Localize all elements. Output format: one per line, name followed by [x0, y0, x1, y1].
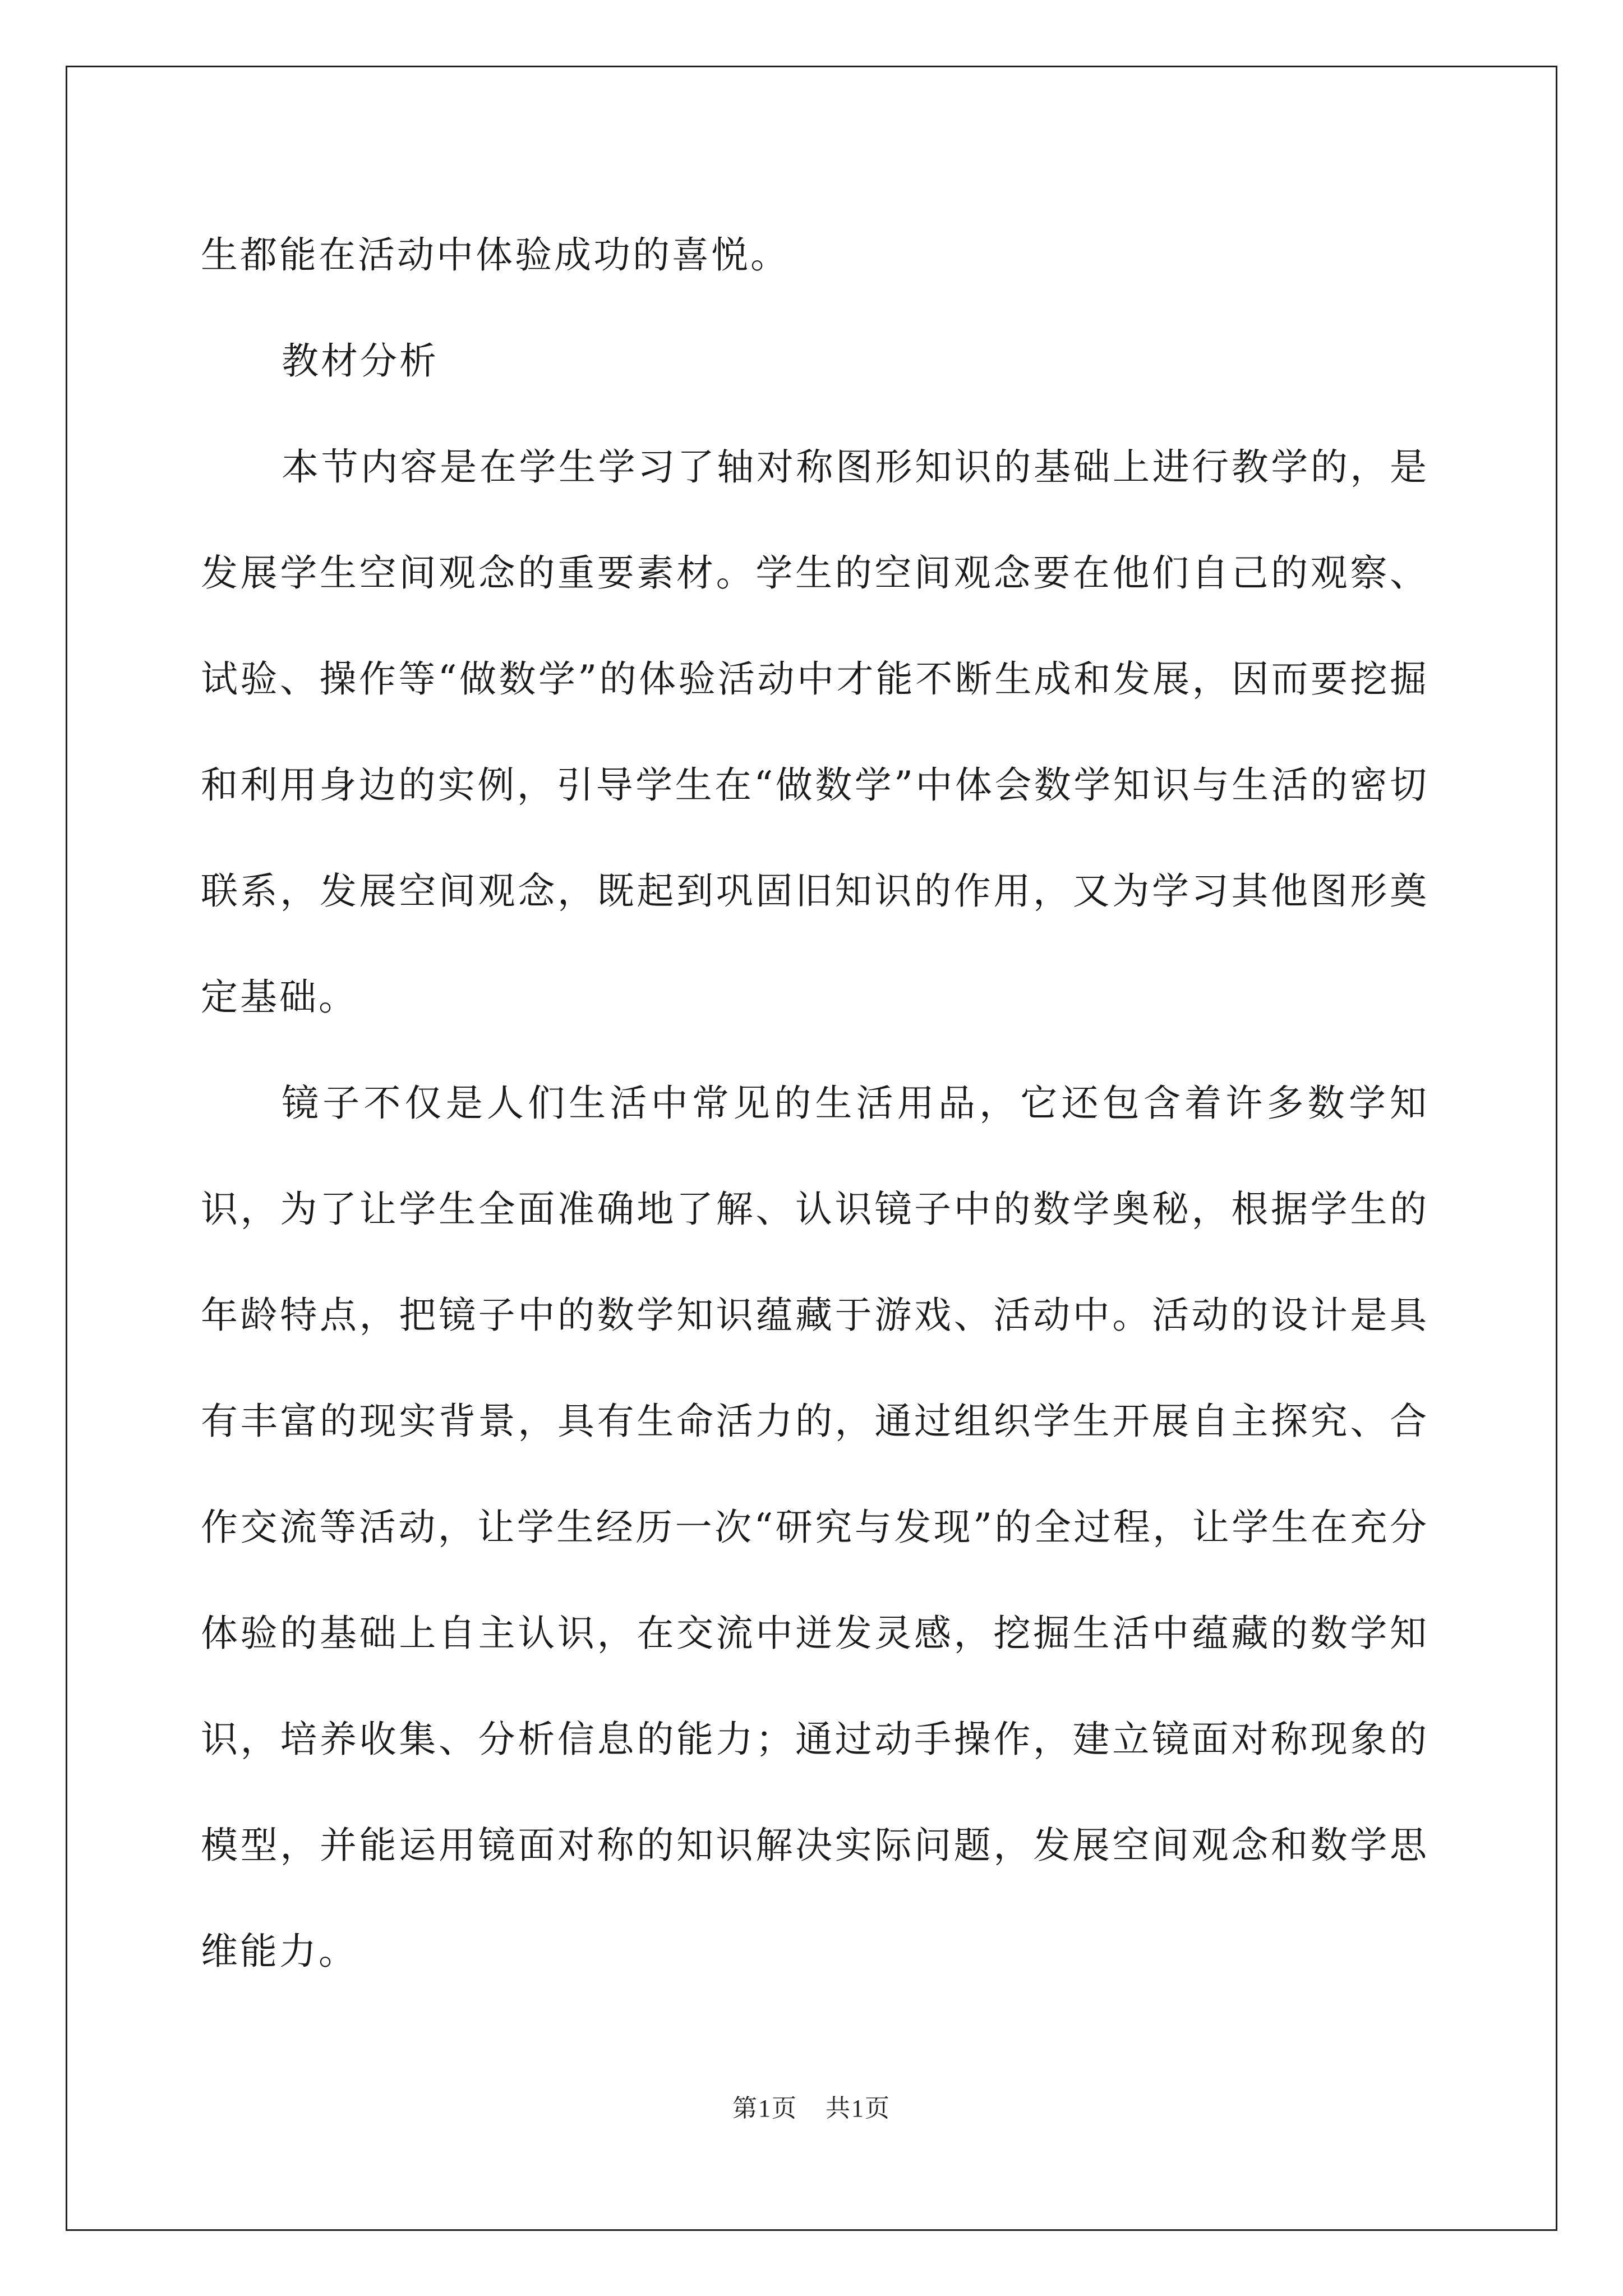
- paragraph-continuation: 生都能在活动中体验成功的喜悦。: [201, 233, 790, 277]
- section-heading: 教材分析: [282, 339, 439, 383]
- page-footer: [0, 2088, 1623, 2124]
- paragraph-mirror-content: 镜子不仅是人们生活中常见的生活用品，它还包含着许多数学知识，为了让学生全面准确地了解、认识镜子中的数学奥秘，根据学生的年龄特点，把镜子中的数学知识蕴藏于游戏、活动中。活动的设计是具有丰富的现实背景，具有生命活力的，通过组织学生开展自主探究、合作交流等活动，让学生经历一次“研究与发现”的全过程，让学生在充分体验的基础上自主认识，在交流中迸发灵感，挖掘生活中蕴藏的数学知识，培养收集、分析信息的能力；通过动手操作，建立镜面对称现象的模型，并能运用镜面对称的知识解决实际问题，发展空间观念和数学思维能力。: [201, 1082, 1429, 1973]
- paragraph-textbook-analysis: 本节内容是在学生学习了轴对称图形知识的基础上进行教学的，是发展学生空间观念的重要素材。学生的空间观念要在他们自己的观察、试验、操作等“做数学”的体验活动中才能不断生成和发展，因而要挖掘和利用身边的实例，引导学生在“做数学”中体会数学知识与生活的密切联系，发展空间观念，既起到巩固旧知识的作用，又为学习其他图形奠定基础。: [201, 445, 1429, 1019]
- page-number: 第1页: [732, 2095, 797, 2122]
- document-body: [201, 202, 1429, 2004]
- page-total: 共1页: [826, 2095, 891, 2122]
